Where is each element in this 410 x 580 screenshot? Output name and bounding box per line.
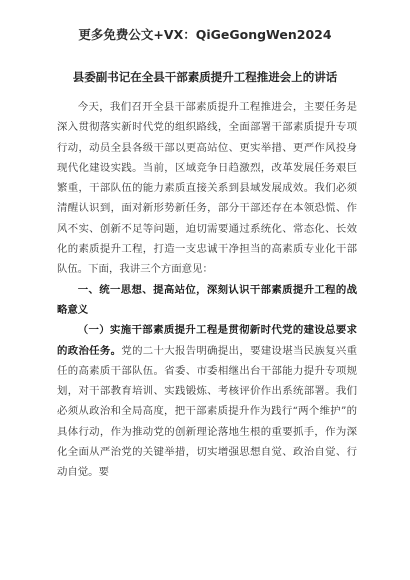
subsection-text-1: 党的二十大报告明确提出，要建设堪当民族复兴重任的高素质干部队伍。省委、市委相继出台干部能力提升专项规划，对干部教育培训、实践锻炼、考核评价作出系统部署。我们必须从政治和全局高度，把干部素质提升作为践行“两个维护”的具体行动，作为推动党的创新理论落地生根的重要抓手，作为深化全面从严治党的关键举措，切实增强思想自觉、政治自觉、行动自觉。要 bbox=[57, 344, 357, 479]
subsection-heading-1: （一）实施干部素质提升工程是贯彻新时代党的建设总要求的政治任务。 bbox=[57, 324, 357, 357]
watermark-header: 更多免费公文+VX：QiGeGongWen2024 bbox=[78, 27, 332, 42]
document-body bbox=[57, 97, 357, 483]
section-heading-1: 一、统一思想、提高站位，深刻认识干部素质提升工程的战略意义 bbox=[57, 283, 357, 316]
subsection-paragraph-1 bbox=[57, 320, 357, 482]
intro-paragraph: 今天，我们召开全县干部素质提升工程推进会，主要任务是深入贯彻落实新时代党的组织路线，全面部署干部素质提升专项行动，动员全县各级干部以更高站位、更实举措、更严作风投身现代化建设实践。当前，区域竞争日趋激烈，改革发展任务艰巨繁重，干部队伍的能力素质直接关系到县域发展成效。我们必须清醒认识到，面对新形势新任务，部分干部还存在本领恐慌、作风不实、创新不足等问题，迫切需要通过系统化、常态化、长效化的素质提升工程，打造一支忠诚干净担当的高素质专业化干部队伍。下面，我讲三个方面意见： bbox=[57, 101, 357, 276]
document-title: 县委副书记在全县干部素质提升工程推进会上的讲话 bbox=[72, 70, 338, 84]
